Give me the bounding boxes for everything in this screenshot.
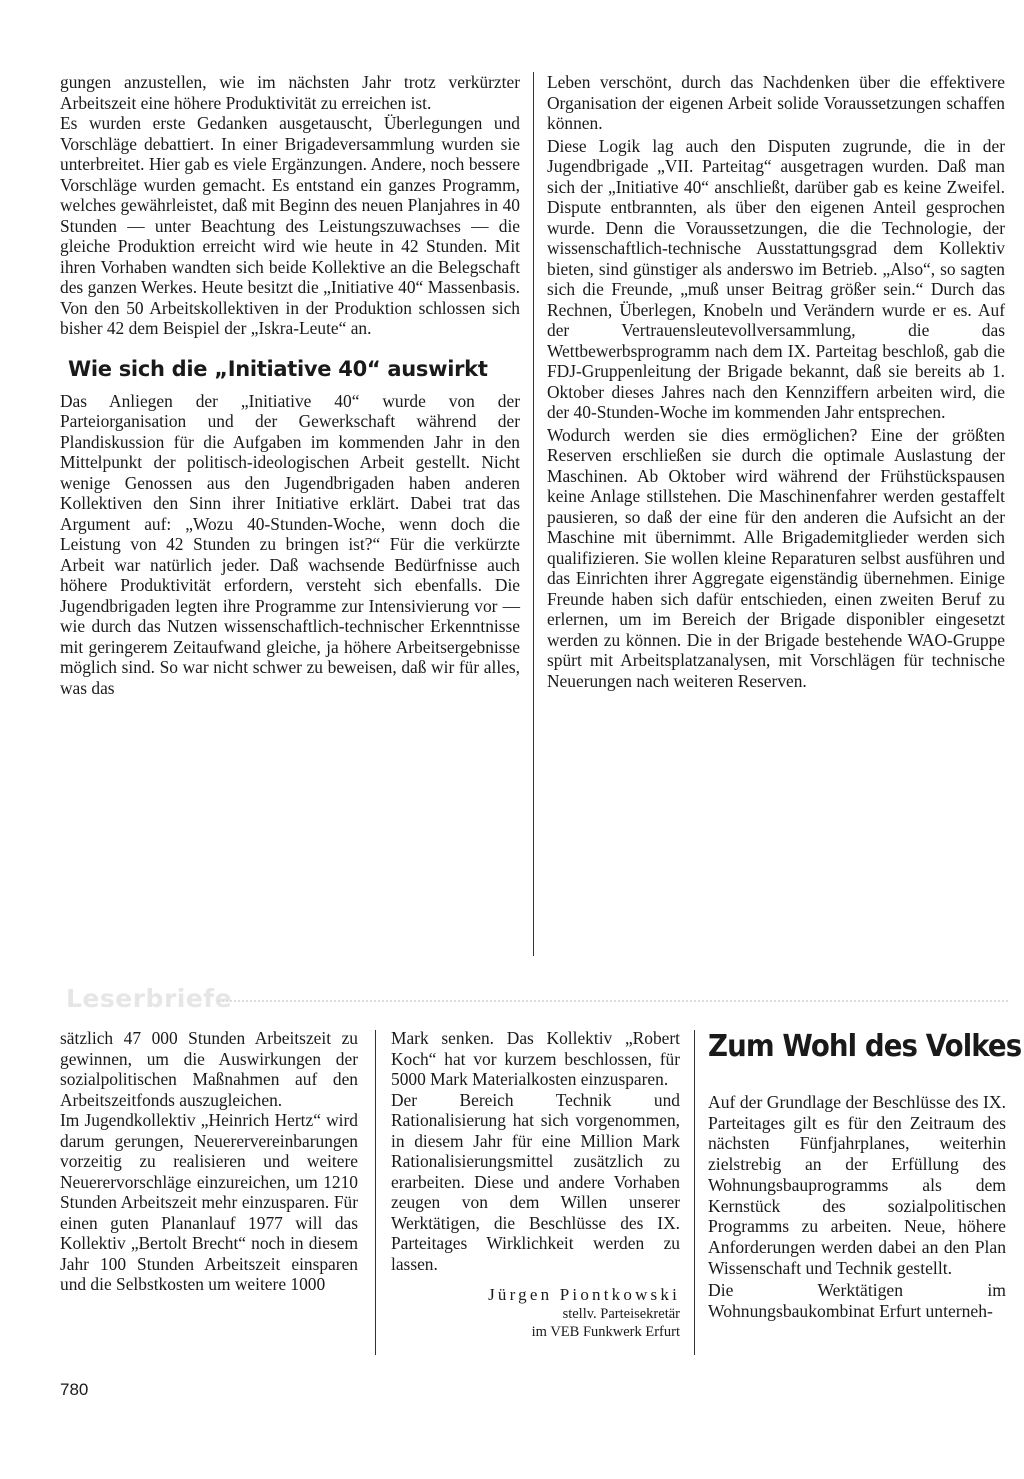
signature-organization: im VEB Funkwerk Erfurt <box>531 1324 680 1340</box>
letter-column-2 <box>391 1028 680 1341</box>
column-divider <box>533 72 534 956</box>
paragraph: Im Jugendkollektiv „Heinrich Hertz“ wird darum gerungen, Neuerervereinbarungen vorzeitig zu realisieren und weitere Neuerervorschläge einzureichen, um 1210 Stunden Arbeitszeit mehr einzusparen. Für einen guten Plananlauf 1977 will das Kollektiv „Bertolt Brecht“ noch in diesem Jahr 100 Stunden Arbeitszeit einsparen und die Selbstkosten um weitere 1000 <box>60 1110 358 1294</box>
signature <box>391 1284 680 1341</box>
column-divider <box>694 1030 695 1355</box>
section-label: Leserbriefe <box>66 984 233 1013</box>
paragraph: Mark senken. Das Kollektiv „Robert Koch“ hat vor kurzem beschlossen, für 5000 Mark Materialkosten einzusparen. <box>391 1028 680 1089</box>
paragraph: Das Anliegen der „Initiative 40“ wurde von der Parteiorganisation und der Gewerkschaft während der Plandiskussion für die Aufgaben im kommenden Jahr in den Mittelpunkt der politisch-ideologischen Arbeit gestellt. Nicht wenige Genossen aus den Jugendbrigaden haben anderen Kollektiven den Sinn ihrer Initiative erklärt. Dabei trat das Argument auf: „Wozu 40-Stunden-Woche, wenn doch die Leistung von 42 Stunden zu bringen ist?“ Für die verkürzte Arbeit war natürlich jeder. Daß wachsende Bedürfnisse auch höhere Produktivität erfordern, versteht sich ebenfalls. Die Jugendbrigaden legten ihre Programme zur Intensivierung vor — wie durch das Nutzen wissenschaftlich-technischer Erkenntnisse mit geringerem Zeitaufwand gleiche, ja höhere Arbeitsergebnisse möglich sind. So war nicht schwer zu beweisen, daß wir für alles, was das <box>60 390 520 698</box>
column-divider <box>375 1030 376 1355</box>
section-heading: Wie sich die „Initiative 40“ auswirkt <box>68 356 488 381</box>
signature-name: Jürgen Piontkowski <box>488 1285 680 1304</box>
paragraph: Die Werktätigen im Wohnungsbaukombinat Erfurt unterneh- <box>708 1280 1006 1322</box>
paragraph: Auf der Grundlage der Beschlüsse des IX. Parteitages gilt es für den Zeitraum des nächsten Fünfjahrplanes, weiterhin zielstrebig an der Erfüllung des Wohnungsbauprogramms als dem Kernstück des sozialpolitischen Programms zu arbeiten. Neue, höhere Anforderungen werden dabei an den Plan Wissenschaft und Technik gestellt. <box>708 1092 1006 1278</box>
signature-role: stellv. Parteisekretär <box>562 1306 680 1322</box>
paragraph: Es wurden erste Gedanken ausgetauscht, Überlegungen und Vorschläge debattiert. In einer Brigadeversammlung wurden sie unterbreitet. Hier gab es viele Ergänzungen. Andere, noch bessere Vorschläge wurden gemacht. Es entstand ein ganzes Programm, welches gewährleistet, daß mit Beginn des neuen Planjahres in 40 Stunden — unter Beachtung des Leistungszuwachses — die gleiche Produktion erreicht wird wie heute in 42 Stunden. Mit ihren Vorhaben wandten sich beide Kollektive an die Belegschaft des ganzen Werkes. Heute besitzt die „Initiative 40“ Massenbasis. Von den 50 Arbeitskollektiven in der Produktion schlossen sich bisher 42 dem Beispiel der „Iskra-Leute“ an. <box>60 113 520 338</box>
paragraph: Diese Logik lag auch den Disputen zugrunde, die in der Jugendbrigade „VII. Parteitag“ ausgetragen wurden. Daß man sich der „Initiative 40“ anschließt, darüber gab es keine Zweifel. Dispute entbrannten, als über den eigenen Anteil gesprochen wurde. Denn die Voraussetzungen, die die Technologie, der wissenschaftlich-technische Ausstattungsgrad dem Kollektiv bieten, sind günstiger als anderswo im Betrieb. „Also“, so sagten sich die Freunde, „muß unser Beitrag größer sein.“ Durch das Rechnen, Überlegen, Knobeln und Verändern wurde er es. Auf der Vertrauensleutevollversammlung, die das Wettbewerbsprogramm nach dem IX. Parteitag beschloß, gab die FDJ-Gruppenleitung der Brigade bekannt, daß sie bereits ab 1. Oktober dieses Jahres nach den Kennziffern arbeiten wird, die der 40-Stunden-Woche im kommenden Jahr entsprechen. <box>547 135 1005 422</box>
page-number: 780 <box>60 1380 89 1399</box>
paragraph: Wodurch werden sie dies ermöglichen? Eine der größten Reserven erschließen sie durch die optimale Auslastung der Maschinen. Ab Oktober wird während der Frühstückspausen keine Anlage stillstehen. Die Maschinenfahrer werden gestaffelt pausieren, so daß der eine für den anderen die Aufsicht an der Maschine mit übernimmt. Alle Brigademitglieder werden sich qualifizieren. Sie wollen kleine Reparaturen selbst ausführen und das Einrichten ihrer Aggregate eigenständig übernehmen. Einige Freunde haben sich dafür entschieden, einen zweiten Beruf zu erlernen, um im Bereich der Brigade disponibler eingesetzt werden zu können. Die in der Brigade bestehende WAO-Gruppe spürt mit Arbeitsplatzanalysen, mit Vorschlägen für technische Neuerungen nach weiteren Reserven. <box>547 424 1005 691</box>
paragraph: sätzlich 47 000 Stunden Arbeitszeit zu gewinnen, um die Auswirkungen der sozialpolitischen Maßnahmen auf den Arbeitszeitfonds auszugleichen. <box>60 1028 358 1110</box>
article-column <box>708 1028 1022 1322</box>
article-title: Zum Wohl des Volkes <box>708 1029 1022 1064</box>
section-rule <box>218 1000 1008 1002</box>
paragraph: Der Bereich Technik und Rationalisierung hat sich vorgenommen, in diesem Jahr für eine Million Mark Rationalisierungsmittel zusätzlich zu erarbeiten. Diese und andere Vorhaben zeugen von dem Willen unserer Werktätigen, die Beschlüsse des IX. Parteitages Wirklichkeit werden zu lassen. <box>391 1089 680 1274</box>
top-left-column <box>60 72 520 698</box>
paragraph: Leben verschönt, durch das Nachdenken über die effektivere Organisation der eigenen Arbeit solide Voraussetzungen schaffen können. <box>547 72 1005 133</box>
paragraph: gungen anzustellen, wie im nächsten Jahr trotz verkürzter Arbeitszeit eine höhere Produktivität zu erreichen ist. <box>60 72 520 113</box>
letter-column-1 <box>60 1028 358 1295</box>
top-right-column <box>547 72 1005 691</box>
